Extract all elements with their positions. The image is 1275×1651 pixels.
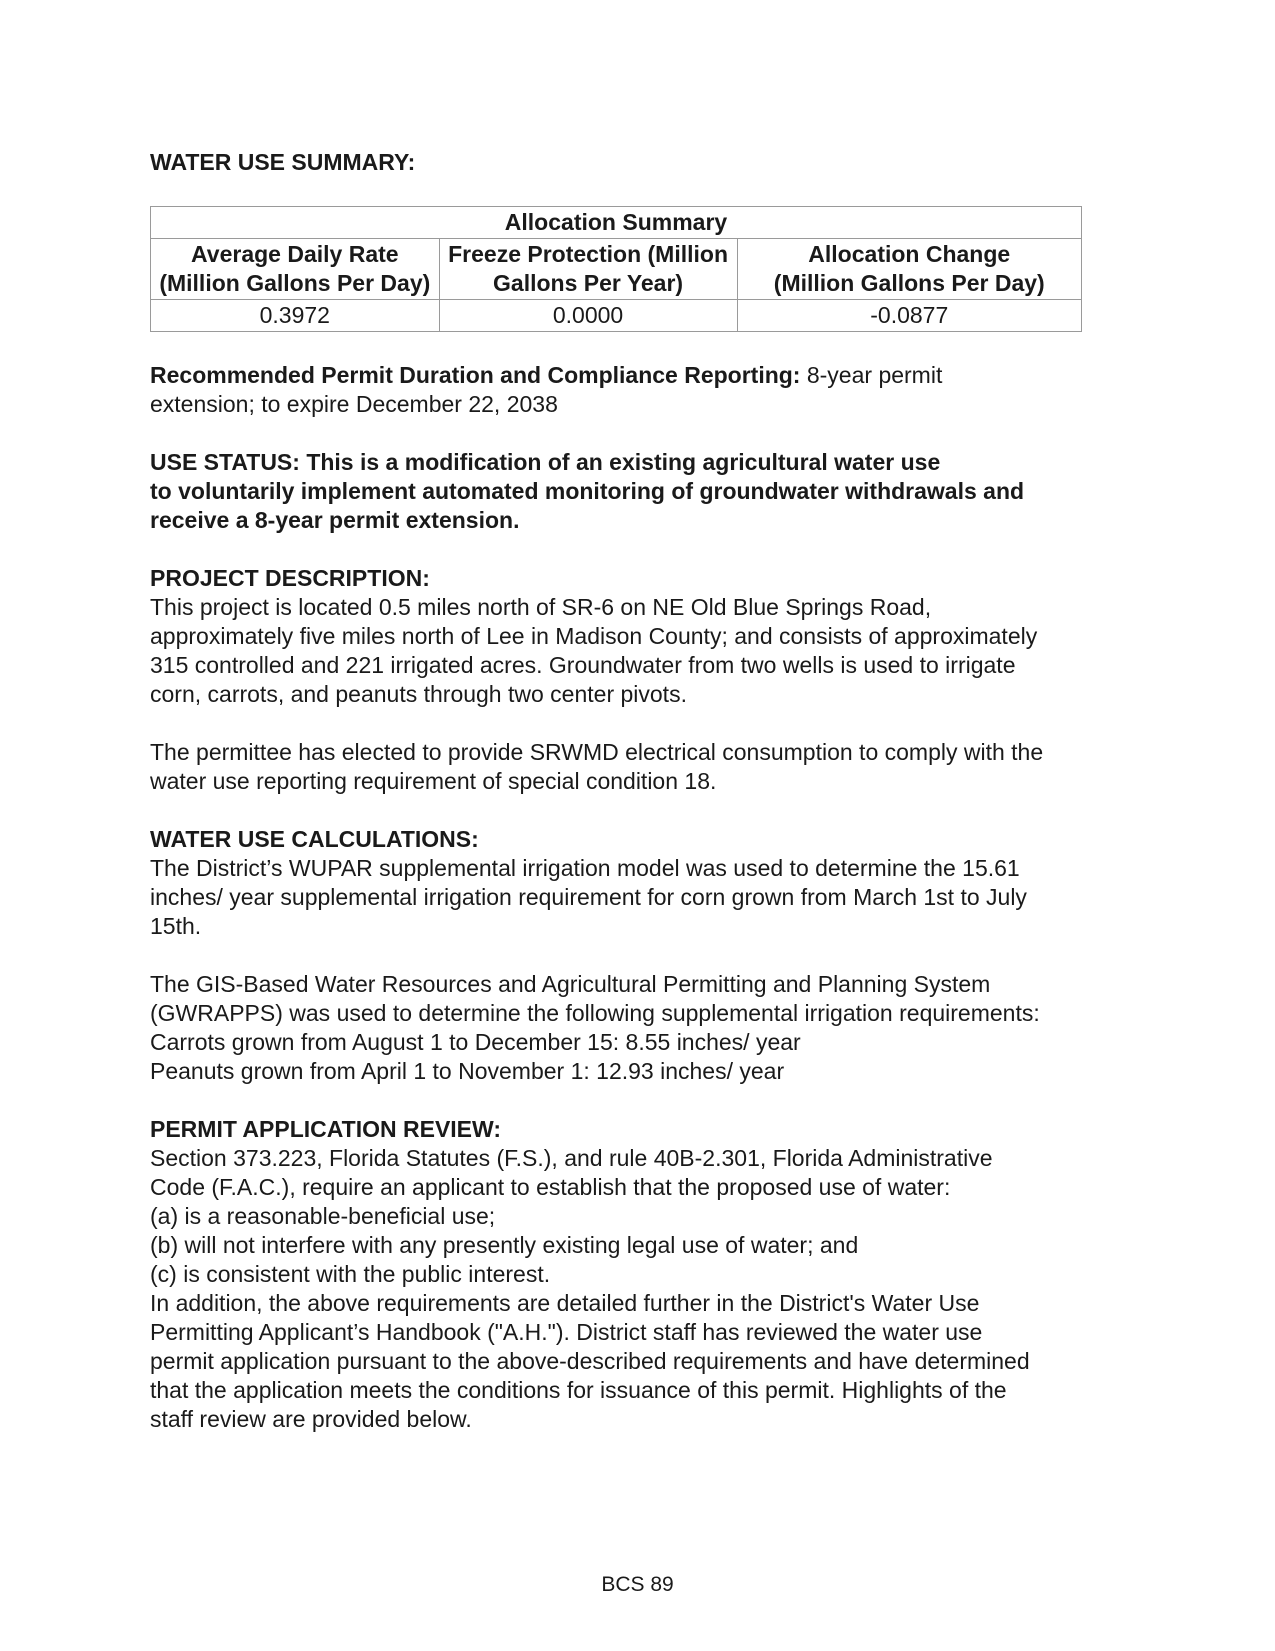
water-use-summary-heading: WATER USE SUMMARY:	[150, 149, 416, 175]
text-line: (a) is a reasonable-beneficial use;	[150, 1203, 496, 1229]
permit-duration-text: extension; to expire December 22, 2038	[150, 391, 558, 417]
text-line: The permittee has elected to provide SRWMD electrical consumption to comply with the	[150, 739, 1044, 765]
text-line: approximately five miles north of Lee in Madison County; and consists of approximately	[150, 623, 1038, 649]
header-line: Average Daily Rate	[191, 241, 399, 267]
text-line: The District’s WUPAR supplemental irrigation model was used to determine the 15.61	[150, 855, 1020, 881]
permit-duration-paragraph	[150, 361, 1135, 419]
text-line: (b) will not interfere with any presently existing legal use of water; and	[150, 1232, 859, 1258]
project-description-paragraph	[150, 593, 1135, 709]
water-use-calculations-heading: WATER USE CALCULATIONS:	[150, 826, 479, 852]
text-line: Section 373.223, Florida Statutes (F.S.), and rule 40B-2.301, Florida Administrative	[150, 1145, 993, 1171]
value-freeze-protection: 0.0000	[439, 300, 737, 332]
project-description-heading: PROJECT DESCRIPTION:	[150, 565, 430, 591]
permit-duration-label: Recommended Permit Duration and Compliance Reporting:	[150, 362, 801, 388]
wupar-paragraph	[150, 854, 1135, 941]
text-line: permit application pursuant to the above-described requirements and have determined	[150, 1348, 1030, 1374]
page-footer: BCS 89	[601, 1573, 674, 1596]
text-line: inches/ year supplemental irrigation requirement for corn grown from March 1st to July	[150, 884, 1027, 910]
permit-duration-text: 8-year permit	[800, 362, 943, 388]
reporting-paragraph	[150, 738, 1135, 796]
text-line: (c) is consistent with the public interest.	[150, 1261, 551, 1287]
text-line: This project is located 0.5 miles north of SR-6 on NE Old Blue Springs Road,	[150, 594, 932, 620]
header-line: (Million Gallons Per Day)	[773, 270, 1045, 296]
allocation-summary-table	[150, 206, 1082, 332]
value-average-daily-rate: 0.3972	[151, 300, 440, 332]
text-line: staff review are provided below.	[150, 1406, 472, 1432]
text-line: The GIS-Based Water Resources and Agricultural Permitting and Planning System	[150, 971, 991, 997]
use-status-line: to voluntarily implement automated monitoring of groundwater withdrawals and	[150, 478, 1025, 504]
text-line: Permitting Applicant’s Handbook ("A.H."). District staff has reviewed the water use	[150, 1319, 983, 1345]
text-line: corn, carrots, and peanuts through two center pivots.	[150, 681, 687, 707]
text-line: water use reporting requirement of special condition 18.	[150, 768, 717, 794]
text-line: In addition, the above requirements are detailed further in the District's Water Use	[150, 1290, 980, 1316]
value-allocation-change: -0.0877	[737, 300, 1081, 332]
use-status-line: USE STATUS: This is a modification of an existing agricultural water use	[150, 449, 941, 475]
text-line: Carrots grown from August 1 to December 15: 8.55 inches/ year	[150, 1029, 801, 1055]
permit-review-paragraph	[150, 1144, 1135, 1434]
text-line: 315 controlled and 221 irrigated acres. Groundwater from two wells is used to irrigate	[150, 652, 1016, 678]
header-line: Gallons Per Year)	[493, 270, 684, 296]
use-status-paragraph	[150, 448, 1135, 535]
header-freeze-protection	[439, 239, 737, 300]
text-line: (GWRAPPS) was used to determine the following supplemental irrigation requirements:	[150, 1000, 1040, 1026]
header-allocation-change	[737, 239, 1081, 300]
header-line: Allocation Change	[808, 241, 1011, 267]
text-line: that the application meets the conditions for issuance of this permit. Highlights of the	[150, 1377, 1007, 1403]
header-average-daily-rate	[151, 239, 440, 300]
header-line: Freeze Protection (Million	[448, 241, 728, 267]
allocation-table-title: Allocation Summary	[151, 207, 1082, 239]
use-status-line: receive a 8-year permit extension.	[150, 507, 520, 533]
text-line: Peanuts grown from April 1 to November 1: 12.93 inches/ year	[150, 1058, 785, 1084]
header-line: (Million Gallons Per Day)	[159, 270, 431, 296]
permit-application-review-heading: PERMIT APPLICATION REVIEW:	[150, 1116, 501, 1142]
gwrapps-paragraph	[150, 970, 1135, 1086]
document-page	[150, 148, 1135, 1434]
text-line: Code (F.A.C.), require an applicant to establish that the proposed use of water:	[150, 1174, 951, 1200]
text-line: 15th.	[150, 913, 202, 939]
